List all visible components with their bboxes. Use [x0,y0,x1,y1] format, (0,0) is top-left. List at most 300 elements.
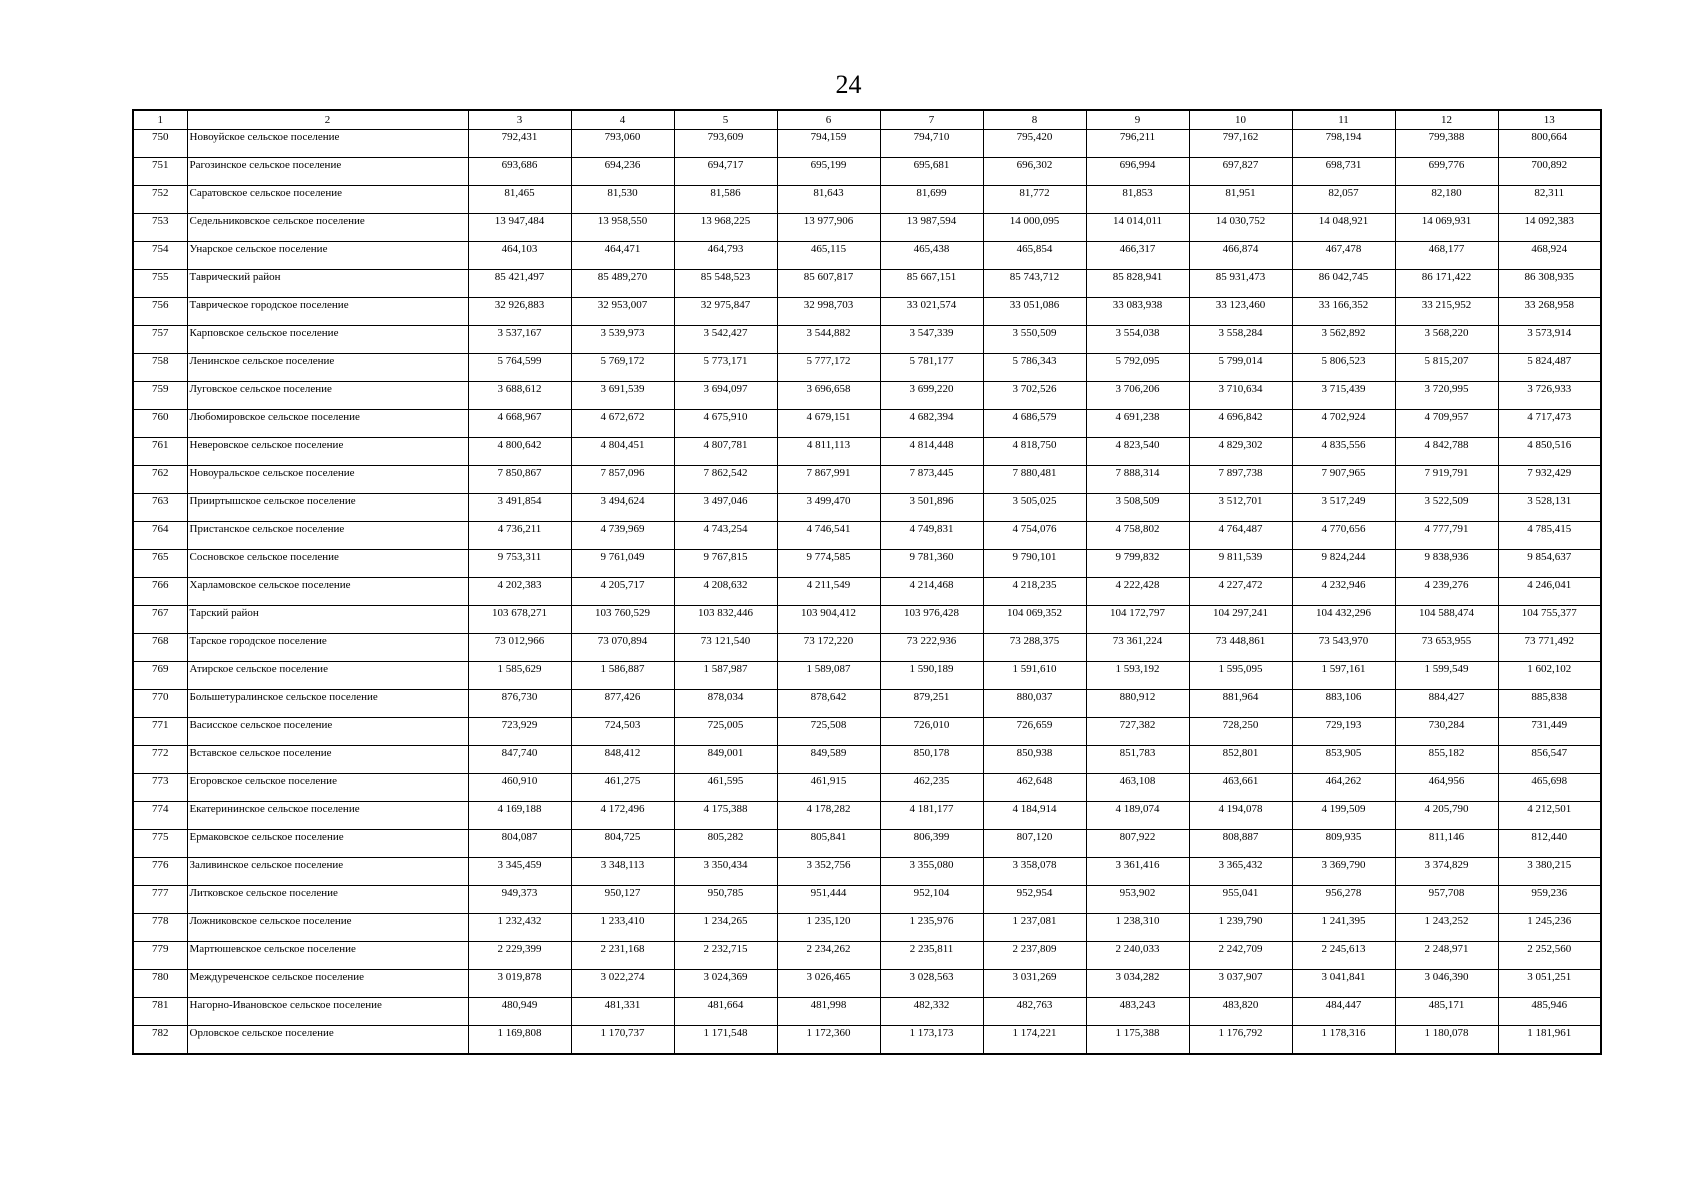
row-number: 774 [133,802,187,830]
table-row [133,802,1601,830]
value-cell: 793,609 [674,130,777,158]
settlement-name: Рагозинское сельское поселение [187,158,468,186]
value-cell: 7 850,867 [468,466,571,494]
table-row [133,914,1601,942]
value-cell: 5 799,014 [1189,354,1292,382]
settlement-name: Орловское сельское поселение [187,1026,468,1055]
row-number: 767 [133,606,187,634]
row-number: 755 [133,270,187,298]
value-cell: 3 494,624 [571,494,674,522]
value-cell: 3 022,274 [571,970,674,998]
row-number: 779 [133,942,187,970]
value-cell: 4 764,487 [1189,522,1292,550]
value-cell: 481,998 [777,998,880,1026]
value-cell: 4 749,831 [880,522,983,550]
value-cell: 799,388 [1395,130,1498,158]
value-cell: 481,331 [571,998,674,1026]
settlement-name: Егоровское сельское поселение [187,774,468,802]
value-cell: 3 350,434 [674,858,777,886]
value-cell: 876,730 [468,690,571,718]
settlement-name: Неверовское сельское поселение [187,438,468,466]
value-cell: 5 815,207 [1395,354,1498,382]
settlement-name: Саратовское сельское поселение [187,186,468,214]
value-cell: 3 031,269 [983,970,1086,998]
value-cell: 4 181,177 [880,802,983,830]
value-cell: 4 850,516 [1498,438,1601,466]
value-cell: 2 237,809 [983,942,1086,970]
table-row [133,214,1601,242]
value-cell: 794,710 [880,130,983,158]
column-header-3: 3 [468,110,571,130]
value-cell: 73 543,970 [1292,634,1395,662]
value-cell: 465,115 [777,242,880,270]
value-cell: 3 374,829 [1395,858,1498,886]
value-cell: 5 806,523 [1292,354,1395,382]
value-cell: 73 653,955 [1395,634,1498,662]
value-cell: 468,924 [1498,242,1601,270]
row-number: 775 [133,830,187,858]
value-cell: 807,120 [983,830,1086,858]
table-row [133,466,1601,494]
value-cell: 9 790,101 [983,550,1086,578]
value-cell: 1 233,410 [571,914,674,942]
value-cell: 4 214,468 [880,578,983,606]
value-cell: 848,412 [571,746,674,774]
value-cell: 461,915 [777,774,880,802]
value-cell: 812,440 [1498,830,1601,858]
value-cell: 103 832,446 [674,606,777,634]
row-number: 764 [133,522,187,550]
value-cell: 14 000,095 [983,214,1086,242]
value-cell: 85 828,941 [1086,270,1189,298]
value-cell: 7 873,445 [880,466,983,494]
value-cell: 3 691,539 [571,382,674,410]
value-cell: 3 019,878 [468,970,571,998]
value-cell: 33 083,938 [1086,298,1189,326]
value-cell: 3 706,206 [1086,382,1189,410]
value-cell: 2 229,399 [468,942,571,970]
row-number: 763 [133,494,187,522]
value-cell: 103 976,428 [880,606,983,634]
value-cell: 4 829,302 [1189,438,1292,466]
value-cell: 3 497,046 [674,494,777,522]
table-row [133,158,1601,186]
value-cell: 73 288,375 [983,634,1086,662]
value-cell: 103 760,529 [571,606,674,634]
row-number: 771 [133,718,187,746]
value-cell: 4 208,632 [674,578,777,606]
value-cell: 4 239,276 [1395,578,1498,606]
value-cell: 792,431 [468,130,571,158]
value-cell: 1 597,161 [1292,662,1395,690]
table-body [133,130,1601,1055]
row-number: 754 [133,242,187,270]
value-cell: 3 505,025 [983,494,1086,522]
value-cell: 73 172,220 [777,634,880,662]
value-cell: 465,438 [880,242,983,270]
value-cell: 880,912 [1086,690,1189,718]
column-header-1: 1 [133,110,187,130]
table-row [133,1026,1601,1055]
value-cell: 3 024,369 [674,970,777,998]
column-header-8: 8 [983,110,1086,130]
value-cell: 3 558,284 [1189,326,1292,354]
value-cell: 731,449 [1498,718,1601,746]
value-cell: 86 042,745 [1292,270,1395,298]
value-cell: 467,478 [1292,242,1395,270]
value-cell: 4 804,451 [571,438,674,466]
value-cell: 724,503 [571,718,674,746]
value-cell: 4 205,790 [1395,802,1498,830]
settlement-name: Таврический район [187,270,468,298]
value-cell: 856,547 [1498,746,1601,774]
value-cell: 884,427 [1395,690,1498,718]
value-cell: 482,332 [880,998,983,1026]
value-cell: 805,282 [674,830,777,858]
value-cell: 4 246,041 [1498,578,1601,606]
value-cell: 4 212,501 [1498,802,1601,830]
value-cell: 696,302 [983,158,1086,186]
value-cell: 3 550,509 [983,326,1086,354]
row-number: 772 [133,746,187,774]
column-header-7: 7 [880,110,983,130]
value-cell: 4 736,211 [468,522,571,550]
value-cell: 14 014,011 [1086,214,1189,242]
table-header-row [133,110,1601,130]
value-cell: 85 421,497 [468,270,571,298]
settlement-name: Луговское сельское поселение [187,382,468,410]
value-cell: 33 215,952 [1395,298,1498,326]
value-cell: 4 818,750 [983,438,1086,466]
value-cell: 1 174,221 [983,1026,1086,1055]
value-cell: 805,841 [777,830,880,858]
table-row [133,746,1601,774]
value-cell: 73 121,540 [674,634,777,662]
value-cell: 4 717,473 [1498,410,1601,438]
value-cell: 1 178,316 [1292,1026,1395,1055]
value-cell: 3 348,113 [571,858,674,886]
value-cell: 883,106 [1292,690,1395,718]
settlement-name: Харламовское сельское поселение [187,578,468,606]
value-cell: 9 854,637 [1498,550,1601,578]
value-cell: 9 824,244 [1292,550,1395,578]
value-cell: 3 528,131 [1498,494,1601,522]
value-cell: 847,740 [468,746,571,774]
value-cell: 4 800,642 [468,438,571,466]
value-cell: 73 448,861 [1189,634,1292,662]
value-cell: 4 709,957 [1395,410,1498,438]
value-cell: 2 232,715 [674,942,777,970]
table-row [133,410,1601,438]
row-number: 780 [133,970,187,998]
row-number: 757 [133,326,187,354]
table-row [133,326,1601,354]
value-cell: 808,887 [1189,830,1292,858]
value-cell: 7 897,738 [1189,466,1292,494]
table-row [133,298,1601,326]
value-cell: 697,827 [1189,158,1292,186]
settlement-name: Таврическое городское поселение [187,298,468,326]
value-cell: 73 222,936 [880,634,983,662]
value-cell: 3 508,509 [1086,494,1189,522]
value-cell: 796,211 [1086,130,1189,158]
value-cell: 3 537,167 [468,326,571,354]
value-cell: 86 308,935 [1498,270,1601,298]
value-cell: 809,935 [1292,830,1395,858]
value-cell: 3 345,459 [468,858,571,886]
value-cell: 4 178,282 [777,802,880,830]
value-cell: 849,589 [777,746,880,774]
table-row [133,186,1601,214]
row-number: 776 [133,858,187,886]
value-cell: 855,182 [1395,746,1498,774]
value-cell: 953,902 [1086,886,1189,914]
value-cell: 4 770,656 [1292,522,1395,550]
value-cell: 2 231,168 [571,942,674,970]
value-cell: 13 977,906 [777,214,880,242]
value-cell: 4 211,549 [777,578,880,606]
value-cell: 955,041 [1189,886,1292,914]
value-cell: 483,820 [1189,998,1292,1026]
settlement-name: Нагорно-Ивановское сельское поселение [187,998,468,1026]
value-cell: 1 181,961 [1498,1026,1601,1055]
value-cell: 2 240,033 [1086,942,1189,970]
column-header-5: 5 [674,110,777,130]
value-cell: 480,949 [468,998,571,1026]
value-cell: 5 824,487 [1498,354,1601,382]
value-cell: 3 037,907 [1189,970,1292,998]
settlement-name: Екатерининское сельское поселение [187,802,468,830]
value-cell: 85 667,151 [880,270,983,298]
value-cell: 3 499,470 [777,494,880,522]
value-cell: 465,698 [1498,774,1601,802]
value-cell: 13 947,484 [468,214,571,242]
value-cell: 13 987,594 [880,214,983,242]
value-cell: 959,236 [1498,886,1601,914]
value-cell: 81,465 [468,186,571,214]
value-cell: 4 754,076 [983,522,1086,550]
value-cell: 33 123,460 [1189,298,1292,326]
row-number: 759 [133,382,187,410]
value-cell: 85 607,817 [777,270,880,298]
value-cell: 849,001 [674,746,777,774]
value-cell: 73 361,224 [1086,634,1189,662]
value-cell: 484,447 [1292,998,1395,1026]
column-header-4: 4 [571,110,674,130]
value-cell: 694,236 [571,158,674,186]
value-cell: 460,910 [468,774,571,802]
value-cell: 957,708 [1395,886,1498,914]
value-cell: 85 489,270 [571,270,674,298]
value-cell: 9 799,832 [1086,550,1189,578]
value-cell: 695,681 [880,158,983,186]
value-cell: 4 668,967 [468,410,571,438]
value-cell: 13 958,550 [571,214,674,242]
settlement-name: Любомировское сельское поселение [187,410,468,438]
value-cell: 3 573,914 [1498,326,1601,354]
value-cell: 7 880,481 [983,466,1086,494]
value-cell: 2 235,811 [880,942,983,970]
value-cell: 3 352,756 [777,858,880,886]
value-cell: 806,399 [880,830,983,858]
value-cell: 1 176,792 [1189,1026,1292,1055]
value-cell: 4 232,946 [1292,578,1395,606]
value-cell: 693,686 [468,158,571,186]
column-header-10: 10 [1189,110,1292,130]
value-cell: 1 169,808 [468,1026,571,1055]
value-cell: 4 199,509 [1292,802,1395,830]
value-cell: 463,661 [1189,774,1292,802]
value-cell: 1 243,252 [1395,914,1498,942]
row-number: 758 [133,354,187,382]
row-number: 762 [133,466,187,494]
row-number: 752 [133,186,187,214]
value-cell: 3 358,078 [983,858,1086,886]
value-cell: 4 746,541 [777,522,880,550]
value-cell: 464,103 [468,242,571,270]
value-cell: 698,731 [1292,158,1395,186]
value-cell: 32 926,883 [468,298,571,326]
value-cell: 81,951 [1189,186,1292,214]
value-cell: 7 919,791 [1395,466,1498,494]
value-cell: 3 562,892 [1292,326,1395,354]
table-row [133,130,1601,158]
value-cell: 3 702,526 [983,382,1086,410]
settlement-name: Прииртышское сельское поселение [187,494,468,522]
value-cell: 4 189,074 [1086,802,1189,830]
value-cell: 464,793 [674,242,777,270]
value-cell: 723,929 [468,718,571,746]
value-cell: 85 743,712 [983,270,1086,298]
value-cell: 880,037 [983,690,1086,718]
value-cell: 3 046,390 [1395,970,1498,998]
value-cell: 81,530 [571,186,674,214]
value-cell: 33 051,086 [983,298,1086,326]
value-cell: 481,664 [674,998,777,1026]
value-cell: 104 069,352 [983,606,1086,634]
value-cell: 1 241,395 [1292,914,1395,942]
table-row [133,942,1601,970]
value-cell: 3 380,215 [1498,858,1601,886]
value-cell: 952,954 [983,886,1086,914]
table-row [133,270,1601,298]
value-cell: 3 688,612 [468,382,571,410]
table-row [133,634,1601,662]
value-cell: 103 678,271 [468,606,571,634]
value-cell: 104 297,241 [1189,606,1292,634]
value-cell: 7 862,542 [674,466,777,494]
table-row [133,690,1601,718]
value-cell: 464,471 [571,242,674,270]
value-cell: 804,087 [468,830,571,858]
value-cell: 797,162 [1189,130,1292,158]
value-cell: 1 234,265 [674,914,777,942]
table-row [133,522,1601,550]
settlement-name: Васисское сельское поселение [187,718,468,746]
value-cell: 5 764,599 [468,354,571,382]
column-header-6: 6 [777,110,880,130]
value-cell: 464,956 [1395,774,1498,802]
value-cell: 793,060 [571,130,674,158]
value-cell: 81,699 [880,186,983,214]
value-cell: 727,382 [1086,718,1189,746]
value-cell: 3 568,220 [1395,326,1498,354]
value-cell: 3 491,854 [468,494,571,522]
value-cell: 3 699,220 [880,382,983,410]
value-cell: 9 781,360 [880,550,983,578]
value-cell: 3 694,097 [674,382,777,410]
row-number: 760 [133,410,187,438]
value-cell: 700,892 [1498,158,1601,186]
table-row [133,606,1601,634]
value-cell: 103 904,412 [777,606,880,634]
row-number: 781 [133,998,187,1026]
value-cell: 81,853 [1086,186,1189,214]
value-cell: 3 365,432 [1189,858,1292,886]
value-cell: 9 753,311 [468,550,571,578]
value-cell: 3 547,339 [880,326,983,354]
value-cell: 73 012,966 [468,634,571,662]
value-cell: 877,426 [571,690,674,718]
value-cell: 33 166,352 [1292,298,1395,326]
value-cell: 3 726,933 [1498,382,1601,410]
value-cell: 1 235,976 [880,914,983,942]
settlement-name: Заливинское сельское поселение [187,858,468,886]
value-cell: 852,801 [1189,746,1292,774]
value-cell: 81,586 [674,186,777,214]
value-cell: 798,194 [1292,130,1395,158]
row-number: 751 [133,158,187,186]
value-cell: 878,034 [674,690,777,718]
value-cell: 9 774,585 [777,550,880,578]
value-cell: 4 202,383 [468,578,571,606]
value-cell: 485,171 [1395,998,1498,1026]
value-cell: 4 679,151 [777,410,880,438]
table-row [133,354,1601,382]
settlement-name: Ленинское сельское поселение [187,354,468,382]
value-cell: 696,994 [1086,158,1189,186]
value-cell: 1 593,192 [1086,662,1189,690]
value-cell: 807,922 [1086,830,1189,858]
value-cell: 13 968,225 [674,214,777,242]
value-cell: 86 171,422 [1395,270,1498,298]
table-row [133,578,1601,606]
value-cell: 956,278 [1292,886,1395,914]
value-cell: 950,785 [674,886,777,914]
value-cell: 85 548,523 [674,270,777,298]
value-cell: 4 807,781 [674,438,777,466]
row-number: 777 [133,886,187,914]
value-cell: 879,251 [880,690,983,718]
value-cell: 3 544,882 [777,326,880,354]
value-cell: 804,725 [571,830,674,858]
value-cell: 878,642 [777,690,880,718]
value-cell: 949,373 [468,886,571,914]
value-cell: 4 172,496 [571,802,674,830]
settlement-name: Новоуральское сельское поселение [187,466,468,494]
value-cell: 4 814,448 [880,438,983,466]
value-cell: 5 777,172 [777,354,880,382]
row-number: 765 [133,550,187,578]
settlement-name: Унарское сельское поселение [187,242,468,270]
table-row [133,242,1601,270]
value-cell: 461,595 [674,774,777,802]
value-cell: 850,178 [880,746,983,774]
settlement-name: Литковское сельское поселение [187,886,468,914]
value-cell: 1 585,629 [468,662,571,690]
value-cell: 950,127 [571,886,674,914]
value-cell: 881,964 [1189,690,1292,718]
